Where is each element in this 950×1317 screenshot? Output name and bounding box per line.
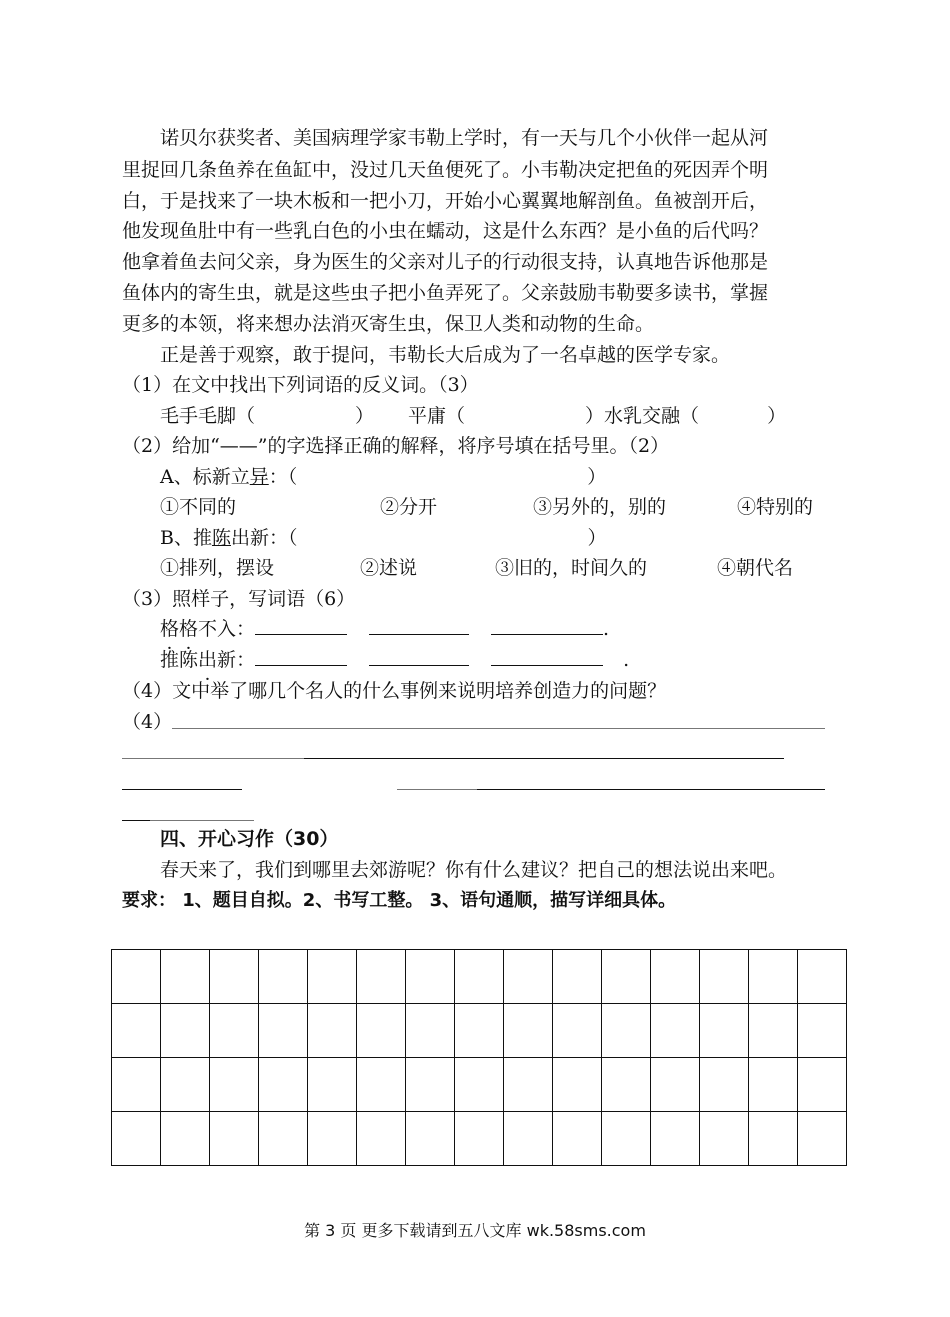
q1-close2: ）水乳交融（ (585, 405, 700, 427)
grid-cell[interactable] (504, 1004, 553, 1058)
grid-cell[interactable] (210, 950, 259, 1004)
grid-cell[interactable] (651, 1004, 700, 1058)
grid-cell[interactable] (112, 1112, 161, 1166)
q2-a-label: A、标新立异：（ ） (160, 466, 607, 488)
grid-cell[interactable] (749, 1004, 798, 1058)
grid-cell[interactable] (651, 1058, 700, 1112)
grid-cell[interactable] (553, 950, 602, 1004)
grid-cell[interactable] (357, 1112, 406, 1166)
grid-cell[interactable] (749, 950, 798, 1004)
grid-cell[interactable] (357, 1058, 406, 1112)
q2-a-option-4: ④特别的 (737, 496, 814, 518)
q3-blank-2[interactable] (369, 616, 469, 635)
q4-title: （4）文中举了哪几个名人的什么事例来说明培养创造力的问题？ (122, 680, 667, 702)
answer-line-2b[interactable] (304, 758, 784, 759)
grid-cell[interactable] (455, 1058, 504, 1112)
answer-line-2a[interactable] (122, 758, 304, 759)
grid-cell[interactable] (798, 950, 847, 1004)
grid-cell[interactable] (504, 950, 553, 1004)
grid-row (112, 950, 847, 1004)
passage-line-6: 鱼体内的寄生虫，就是这些虫子把小鱼弄死了。父亲鼓励韦勒要多读书，掌握 (122, 282, 769, 304)
grid-cell[interactable] (210, 1112, 259, 1166)
grid-cell[interactable] (210, 1004, 259, 1058)
grid-cell[interactable] (308, 1058, 357, 1112)
grid-row (112, 1004, 847, 1058)
grid-cell[interactable] (455, 950, 504, 1004)
grid-cell[interactable] (112, 950, 161, 1004)
grid-cell[interactable] (504, 1058, 553, 1112)
grid-cell[interactable] (602, 1112, 651, 1166)
q3-title: （3）照样子，写词语（6） (122, 588, 356, 610)
grid-cell[interactable] (259, 950, 308, 1004)
grid-cell[interactable] (798, 1112, 847, 1166)
q2-b-underlined-char: 陈 (211, 527, 231, 549)
grid-cell[interactable] (749, 1112, 798, 1166)
grid-cell[interactable] (553, 1112, 602, 1166)
q3-blank-5[interactable] (369, 647, 469, 666)
q4-answer-label: （4） (122, 711, 173, 733)
grid-cell[interactable] (308, 950, 357, 1004)
q1-title: （1）在文中找出下列词语的反义词。（3） (122, 374, 479, 396)
grid-cell[interactable] (749, 1058, 798, 1112)
q1-close3: ） (767, 405, 787, 427)
grid-cell[interactable] (112, 1004, 161, 1058)
grid-cell[interactable] (259, 1112, 308, 1166)
grid-cell[interactable] (700, 1058, 749, 1112)
q1-close1: ） (355, 405, 375, 427)
grid-row (112, 1112, 847, 1166)
passage-conclusion: 正是善于观察，敢于提问，韦勒长大后成为了一名卓越的医学专家。 (160, 344, 731, 366)
grid-cell[interactable] (651, 950, 700, 1004)
grid-cell[interactable] (455, 1004, 504, 1058)
writing-grid[interactable] (111, 949, 847, 1166)
q3-blank-4[interactable] (255, 647, 347, 666)
grid-cell[interactable] (602, 950, 651, 1004)
grid-cell[interactable] (553, 1058, 602, 1112)
grid-cell[interactable] (112, 1058, 161, 1112)
grid-cell[interactable] (798, 1004, 847, 1058)
q2-a-option-3: ③另外的，别的 (533, 496, 667, 518)
passage-line-3: 白，于是找来了一块木板和一把小刀，开始小心翼翼地解剖鱼。鱼被剖开后， (122, 190, 769, 212)
section4-requirements: 要求： 1、题目自拟。2、书写工整。 3、语句通顺，描写详细具体。 (122, 890, 677, 911)
grid-cell[interactable] (161, 1004, 210, 1058)
section4-heading: 四、开心习作（30） (160, 828, 339, 850)
q3-example-1: 格格不入： . (160, 618, 610, 640)
grid-cell[interactable] (210, 1058, 259, 1112)
q2-a-option-1: ①不同的 (160, 496, 237, 518)
passage-line-2: 里捉回几条鱼养在鱼缸中，没过几天鱼便死了。小韦勒决定把鱼的死因弄个明 (122, 159, 769, 181)
answer-line-3a[interactable] (122, 789, 242, 790)
q2-b-option-1: ①排列，摆设 (160, 557, 275, 579)
grid-cell[interactable] (651, 1112, 700, 1166)
grid-cell[interactable] (357, 1004, 406, 1058)
grid-cell[interactable] (700, 950, 749, 1004)
answer-line-4b[interactable] (150, 820, 254, 821)
grid-cell[interactable] (798, 1058, 847, 1112)
grid-cell[interactable] (504, 1112, 553, 1166)
passage-line-7: 更多的本领，将来想办法消灭寄生虫，保卫人类和动物的生命。 (122, 313, 655, 335)
grid-cell[interactable] (700, 1004, 749, 1058)
grid-cell[interactable] (455, 1112, 504, 1166)
q2-b-option-2: ②述说 (360, 557, 418, 579)
q1-word2: 平庸（ (408, 405, 466, 427)
grid-cell[interactable] (406, 1058, 455, 1112)
grid-cell[interactable] (602, 1058, 651, 1112)
grid-cell[interactable] (161, 1112, 210, 1166)
q3-blank-6[interactable] (491, 647, 603, 666)
passage-line-1: 诺贝尔获奖者、美国病理学家韦勒上学时，有一天与几个小伙伴一起从河 (160, 127, 769, 149)
grid-cell[interactable] (602, 1004, 651, 1058)
section4-prompt: 春天来了，我们到哪里去郊游呢？你有什么建议？把自己的想法说出来吧。 (160, 859, 788, 881)
answer-line-3c[interactable] (477, 789, 825, 790)
grid-cell[interactable] (406, 950, 455, 1004)
grid-cell[interactable] (308, 1112, 357, 1166)
grid-cell[interactable] (357, 950, 406, 1004)
q1-word1: 毛手毛脚（ (160, 405, 256, 427)
answer-line-3b[interactable] (397, 789, 477, 790)
q2-a-option-2: ②分开 (380, 496, 438, 518)
grid-cell[interactable] (406, 1112, 455, 1166)
q2-b-option-4: ④朝代名 (717, 557, 794, 579)
passage-line-4: 他发现鱼肚中有一些乳白色的小虫在蠕动，这是什么东西？是小鱼的后代吗？ (122, 220, 769, 242)
answer-line-1[interactable] (172, 728, 825, 729)
passage-line-5: 他拿着鱼去问父亲，身为医生的父亲对儿子的行动很支持，认真地告诉他那是 (122, 251, 769, 273)
q2-title: （2）给加“——”的字选择正确的解释，将序号填在括号里。（2） (122, 435, 670, 457)
grid-cell[interactable] (553, 1004, 602, 1058)
grid-cell[interactable] (161, 1058, 210, 1112)
grid-row (112, 1058, 847, 1112)
q2-b-option-3: ③旧的，时间久的 (495, 557, 648, 579)
q3-example-2: 推陈出新： . (160, 649, 630, 671)
grid-cell[interactable] (259, 1004, 308, 1058)
q3-blank-3[interactable] (491, 616, 603, 635)
page-footer: 第 3 页 更多下载请到五八文库 wk.58sms.com (304, 1221, 646, 1240)
q1-words (160, 401, 786, 431)
grid-cell[interactable] (406, 1004, 455, 1058)
answer-line-4a[interactable] (122, 820, 150, 821)
grid-cell[interactable] (161, 950, 210, 1004)
q2-b-label: B、推陈出新：（ ） (160, 527, 607, 549)
grid-cell[interactable] (700, 1112, 749, 1166)
grid-cell[interactable] (259, 1058, 308, 1112)
q3-blank-1[interactable] (255, 616, 347, 635)
q2-a-underlined-char: 异 (249, 466, 269, 488)
grid-cell[interactable] (308, 1004, 357, 1058)
